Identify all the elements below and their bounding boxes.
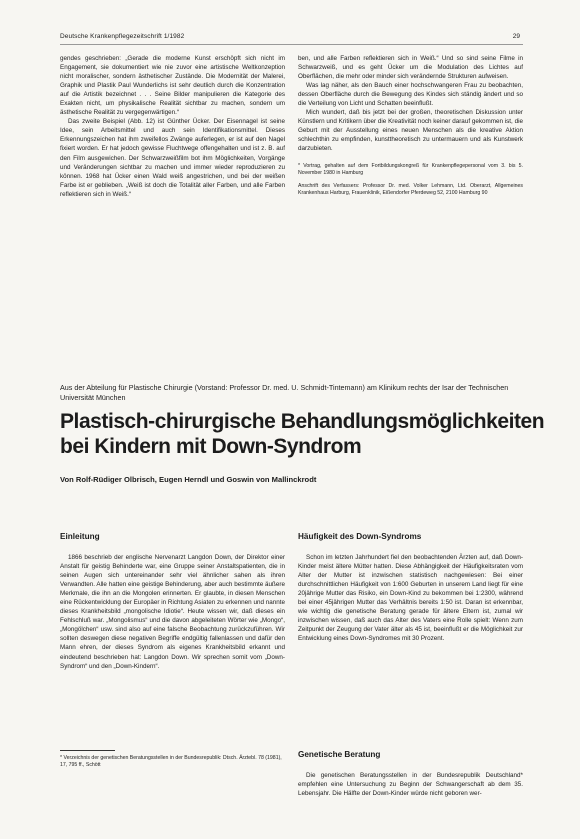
article-notes (298, 163, 523, 197)
top-right-column (298, 54, 523, 203)
running-head: Deutsche Krankenpflegezeitschrift 1/1982 (60, 33, 185, 40)
paragraph: Was lag näher, als den Bauch einer hochschwangeren Frau zu beobachten, dessen Oberfläche durch die Bewegung des Kindes sich ständig ändert und so die Verteilung von Licht und Schatten beeinflußt. (298, 82, 523, 108)
heading-genetische-beratung: Genetische Beratung (298, 750, 381, 759)
header-rule (60, 44, 523, 45)
paragraph: Das zweite Beispiel (Abb. 12) ist Günther Ücker. Der Eisennagel ist seine Idee, sein Arbeitsmittel und auch sein Identifikationsmittel. Dieses Erkennungszeichen hat ihm zweifellos Zwänge auferlegen, er ist auf den Nagel fixiert worden. Er hat jedoch gewisse Fluchtwege offengehalten und ist z. B. auf den Film ausgewichen. Der Schwarzweißfilm bot ihm Möglichkeiten, Vorgänge und Veränderungen sichtbar zu machen und immer wieder reproduzieren zu können. 1968 hat Ücker einen Wald weiß angestrichen, und bei der weißen Farbe ist er geblieben. „Weiß ist doch die Totalität aller Farben, und alle Farben reflektieren sich in Weiß.“ (60, 118, 285, 198)
paragraph: Die genetischen Beratungsstellen in der Bundesrepublik Deutschland* empfehlen eine Untersuchung zu Beginn der Schwangerschaft ab dem 35. Lebensjahr. Die Hälfte der Down-Kinder würde nicht geboren wer- (298, 772, 523, 798)
author-address: Anschrift des Verfassers: Professor Dr. med. Volker Lehmann, Ltd. Oberarzt, Allgemeines Krankenhaus Harburg, Frauenklinik, Eißendorfer Pferdeweg 52, 2100 Hamburg 90 (298, 182, 523, 196)
affiliation: Aus der Abteilung für Plastische Chirurgie (Vorstand: Professor Dr. med. U. Schmidt-Tintemann) am Klinikum rechts der Isar der Technischen Universität München (60, 383, 509, 402)
paragraph: Mich wundert, daß bis jetzt bei der großen, theoretischen Diskussion unter Künstlern und Kritikern über die Kreativität noch keiner darauf gekommen ist, die Geburt mit der Ausstellung eines neuen Menschen als die kreative Aktion schlechthin zu empfinden, kunsttheoretisch zu untermauern und als Kunstwerk darzubieten. (298, 109, 523, 153)
footnote: * Verzeichnis der genetischen Beratungsstellen in der Bundesrepublik: Dtsch. Ärztebl. 78 (1981), 17, 795 ff., Schött (60, 755, 282, 768)
paragraph: gendes geschrieben: „Gerade die moderne Kunst erschöpft sich nicht im Engagement, sie dokumentiert wie nie zuvor eine artistische Weltkonzeption nicht moralischer, sondern ästhetischer Zustände. Die Modernität der Malerei, Graphik und Plastik Paul Wunderlichs ist sehr deutlich durch die Konzentration auf die Artistik bezeichnet . . . Seine Bilder manipulieren die Kategorie des Exakten nicht, um physikalische Realität sichtbar zu machen, sondern um ästhetische Realität zu vergegenwärtigen.“ (60, 55, 285, 117)
heading-haeufigkeit: Häufigkeit des Down-Syndroms (298, 532, 422, 541)
footnote-rule (60, 750, 115, 751)
einleitung-text (60, 553, 285, 671)
page-number: 29 (512, 33, 520, 40)
paragraph: 1866 beschrieb der englische Nervenarzt Langdon Down, der Direktor einer Anstalt für geistig Behinderte war, eine Gruppe seiner Anstaltspatienten, die in seinen Augen sich untereinander sehr viel ähnlicher sahen als ihren Verwandten. Alle hatten eine geistige Behinderung, aber auch bestimmte äußere Merkmale, die ihn an die Mongolen erinnerten. Er glaubte, in diesen Menschen eine Rückentwicklung der Europäer in Richtung Asiaten zu erkennen und nannte dieses Krankheitsbild „mongolische Idiotie“. Heute wissen wir, daß dieses ein Fehlschluß war. „Mongolismus“ und die davon abgeleiteten Wörter wie „Mongo“, „Mongölchen“ usw. sind also auf eine falsche Beobachtung zurückzuführen. Wir sollten deswegen diese negativen Begriffe endgültig fallenlassen und dafür den Mann ehren, der dieses Syndrom als eigenes Krankheitsbild erkannt und eindeutend beschrieben hat: Langdon Down. Wir sprechen somit vom „Down-Syndrom“ und den „Down-Kindern“. (60, 554, 285, 670)
heading-einleitung: Einleitung (60, 532, 100, 541)
top-left-column (60, 54, 285, 199)
authors: Von Rolf-Rüdiger Olbrisch, Eugen Herndl und Goswin von Mallinckrodt (60, 475, 317, 484)
paragraph: Schon im letzten Jahrhundert fiel den beobachtenden Ärzten auf, daß Down-Kinder meist ältere Mütter hatten. Diese Abhängigkeit der Häufigkeitsraten vom Alter der Mutter ist inzwischen statistisch nachgewiesen: Bei einer durchschnittlichen Häufigkeit von 1:600 Geburten in unserem Land liegt für eine 20jährige Mutter das Risiko, ein Down-Kind zu bekommen bei 1:2300, während bei einer 45jährigen Mutter das Verhältnis bereits 1:50 ist. Daran ist erkennbar, wie wichtig die genetische Beratung gerade für ältere Eltern ist, zumal wir inzwischen wissen, daß auch das Alter des Vaters eine Rolle spielt: Wenn zum Zeitpunkt der Zeugung der Vater älter als 45 ist, beeinflußt er die Möglichkeit zur Entwicklung eines Down-Syndromes mit 30 Prozent. (298, 554, 523, 643)
article-title: Plastisch-chirurgische Behandlungsmöglichkeiten bei Kindern mit Down-Syndrom (60, 410, 545, 458)
haeufigkeit-text (298, 553, 523, 643)
genetische-text (298, 771, 523, 798)
paragraph: ben, und alle Farben reflektieren sich in Weiß.“ Und so sind seine Filme in Schwarzweiß, und es geht Ücker um die Modulation des Lichtes auf Oberflächen, die mehr oder minder sich verändernde Strukturen aufweisen. (298, 55, 523, 81)
conference-note: * Vortrag, gehalten auf dem Fortbildungskongreß für Krankenpflegepersonal vom 3. bis 5. November 1980 in Hamburg (298, 162, 523, 176)
